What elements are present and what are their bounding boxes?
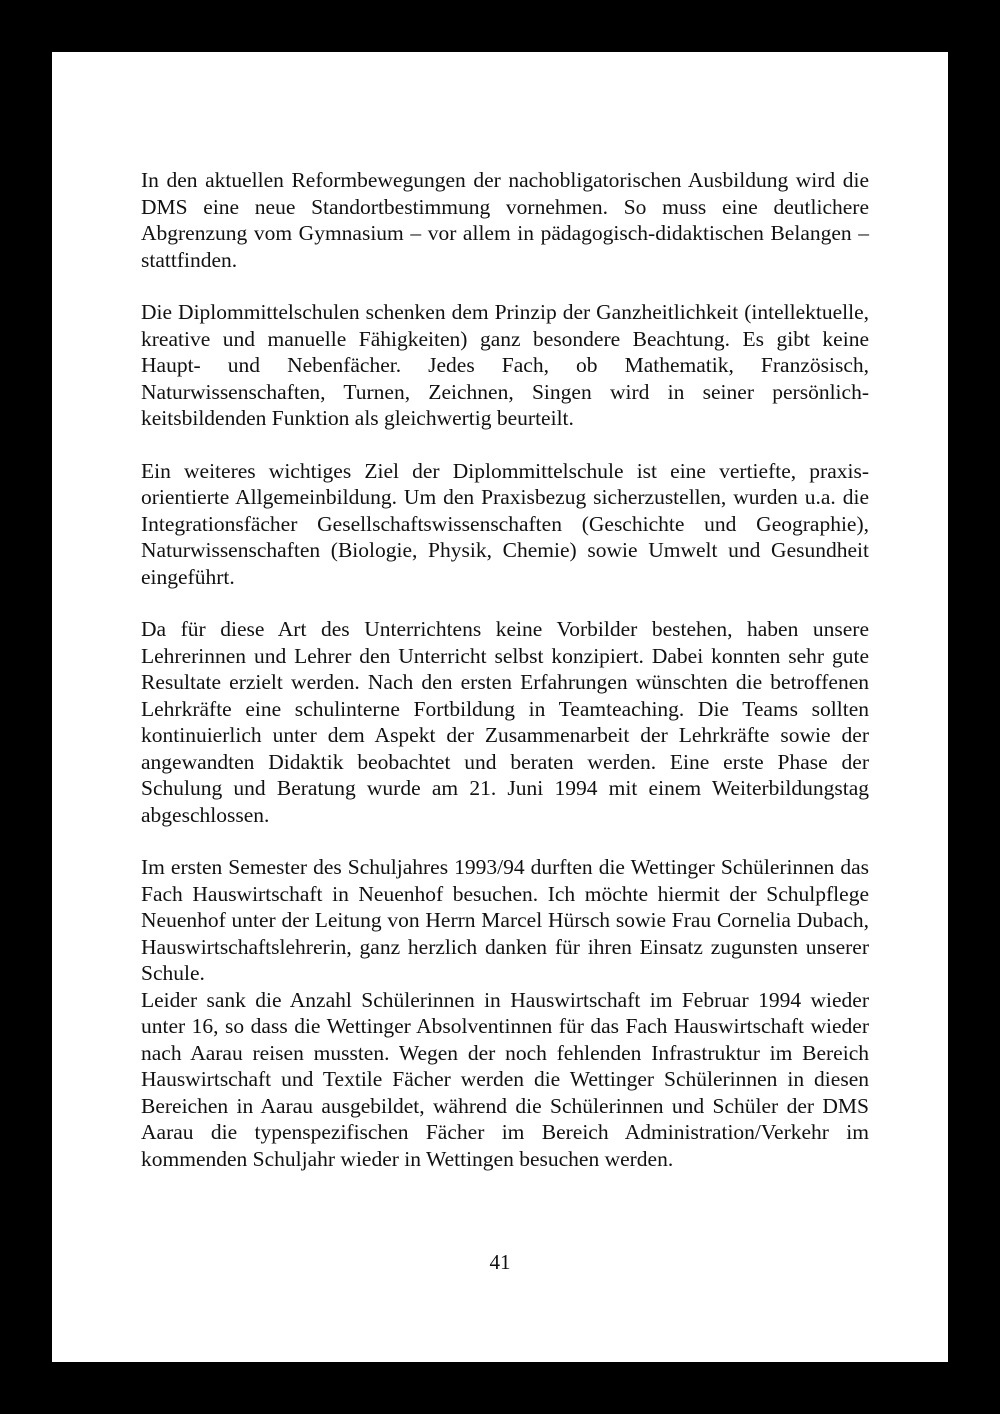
paragraph-allgemeinbildung: Ein weiteres wichtiges Ziel der Diplommittelschule ist eine vertiefte, praxisorientierte Allgemeinbildung. Um den Praxisbezug sicherzustellen, wurden u.a. die Integrationsfächer Gesellschaftswissenschaften (Geschichte und Geographie), Naturwissenschaften (Biologie, Physik, Chemie) sowie Umwelt und Gesundheit eingeführt.: [141, 458, 869, 589]
document-page: [52, 52, 948, 1362]
paragraph-teamteaching: Da für diese Art des Unterrichtens keine Vorbilder bestehen, haben unsere Lehrerinnen und Lehrer den Unterricht selbst konzipiert. Dabei konnten sehr gute Resultate erzielt werden. Nach den ersten Erfahrungen wünschten die betroffenen Lehrkräfte eine schulinterne Fortbildung in Teamteaching. Die Teams sollten kontinuierlich unter dem Aspekt der Zusammenarbeit der Lehrkräfte sowie der angewandten Didaktik beobachtet und beraten werden. Eine erste Phase der Schulung und Beratung wurde am 21. Juni 1994 mit einem Weiterbildungstag abgeschlossen.: [141, 617, 869, 827]
paragraph-hauswirtschaft-neuenhof: Im ersten Semester des Schuljahres 1993/94 durften die Wettinger Schülerinnen das Fach Hauswirtschaft in Neuenhof besuchen. Ich möchte hiermit der Schulpflege Neuenhof unter der Leitung von Herrn Marcel Hürsch sowie Frau Cornelia Dubach, Hauswirtschaftslehrerin, ganz herzlich danken für ihren Einsatz zugunsten unserer Schule.: [141, 855, 869, 985]
page-number: 41: [489, 1250, 511, 1274]
body-text: [141, 167, 869, 1172]
paragraph-reform: In den aktuellen Reformbewegungen der nachobligatorischen Ausbildung wird die DMS eine neue Standortbestimmung vornehmen. So muss eine deutlichere Abgrenzung vom Gymnasium – vor allem in pädagogisch-didaktischen Belangen – stattfinden.: [141, 168, 869, 272]
paragraph-hauswirtschaft-aarau: Leider sank die Anzahl Schülerinnen in Hauswirtschaft im Februar 1994 wieder unter 16, so dass die Wettinger Absolventinnen für das Fach Hauswirtschaft wieder nach Aarau reisen mussten. Wegen der noch fehlenden Infrastruktur im Bereich Hauswirtschaft und Textile Fächer werden die Wettinger Schülerinnen in diesen Bereichen in Aarau ausgebildet, während die Schülerinnen und Schüler der DMS Aarau die typenspezifischen Fächer im Bereich Administration/Verkehr im kommenden Schuljahr wieder in Wettingen besuchen werden.: [141, 987, 869, 1171]
paragraph-ganzheitlichkeit: Die Diplommittelschulen schenken dem Prinzip der Ganzheitlichkeit (intellektuelle, kreative und manuelle Fähigkeiten) ganz besondere Beachtung. Es gibt keine Haupt- und Nebenfächer. Jedes Fach, ob Mathematik, Französisch, Naturwissenschaften, Turnen, Zeichnen, Singen wird in seiner persönlichkeitsbildenden Funktion als gleichwertig beurteilt.: [141, 300, 869, 430]
